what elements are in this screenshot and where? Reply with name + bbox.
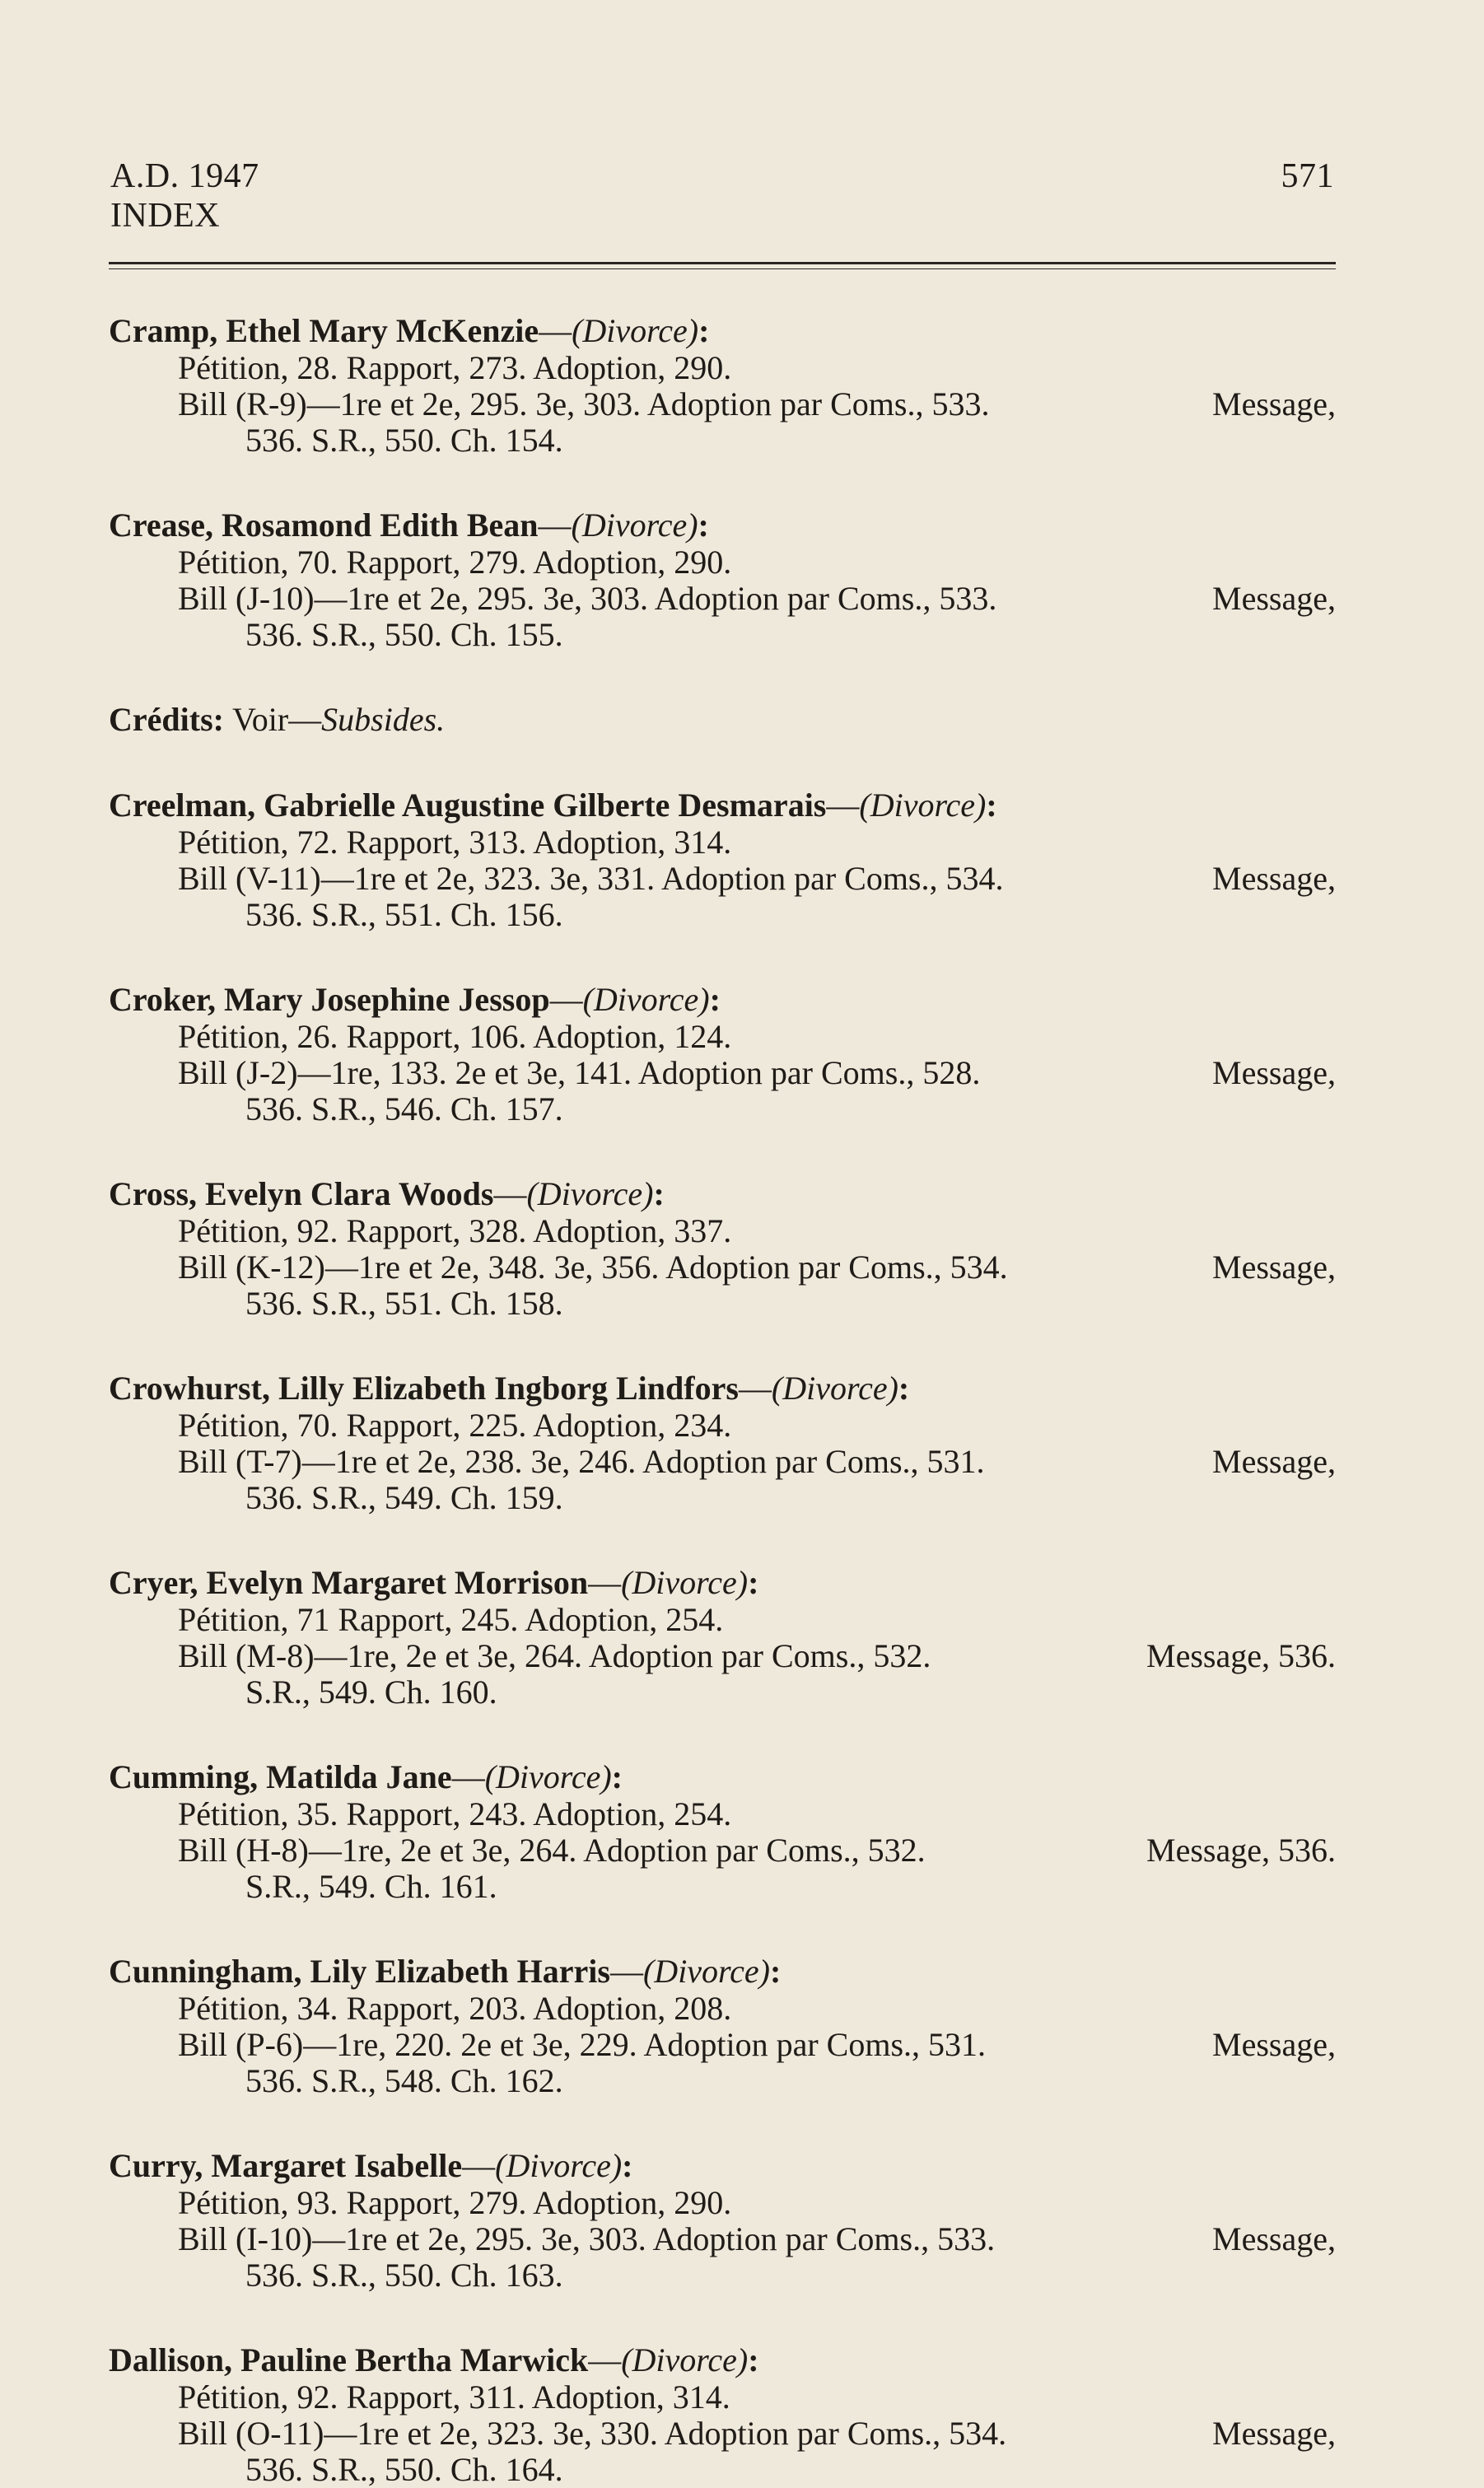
dash: — (826, 787, 860, 824)
index-entry (109, 1953, 1336, 2099)
colon: : (698, 312, 710, 349)
entry-bill-continuation: 536. S.R., 546. Ch. 157. (245, 1090, 563, 1127)
entry-petition: Pétition, 70. Rapport, 225. Adoption, 234. (178, 1407, 732, 1444)
index-entry (109, 2147, 1336, 2294)
dash: — (288, 701, 322, 738)
entry-type: (Divorce) (621, 2341, 749, 2378)
credits-name: Crédits (109, 701, 213, 738)
header-year: A.D. 1947 (110, 157, 259, 195)
entry-heading (109, 981, 1336, 1019)
entry-bill (109, 1055, 1336, 1127)
page-header (109, 156, 1336, 196)
entry-bill (109, 1832, 1336, 1905)
entry-bill (109, 2221, 1336, 2294)
entry-petition: Pétition, 71 Rapport, 245. Adoption, 254. (178, 1601, 724, 1638)
entry-bill (109, 861, 1336, 933)
entry-bill-main: Bill (H-8)—1re, 2e et 3e, 264. Adoption par Coms., 532. (178, 1832, 926, 1869)
entry-bill-message: Message, (1212, 1443, 1336, 1480)
header-title: INDEX (110, 197, 221, 235)
entry-bill-main: Bill (J-10)—1re et 2e, 295. 3e, 303. Adoption par Coms., 533. (178, 580, 997, 617)
entry-type: (Divorce) (526, 1175, 654, 1212)
dash: — (588, 2341, 622, 2378)
entry-name: Cumming, Matilda Jane (109, 1758, 452, 1795)
entry-name: Curry, Margaret Isabelle (109, 2147, 463, 2184)
colon: : (748, 1564, 759, 1601)
entry-bill (109, 2416, 1336, 2488)
colon: : (698, 506, 709, 544)
entry-bill-message: Message, 536. (1146, 1832, 1336, 1869)
entry-bill-message: Message, 536. (1146, 1637, 1336, 1674)
entry-bill-main: Bill (R-9)—1re et 2e, 295. 3e, 303. Adoption par Coms., 533. (178, 385, 990, 422)
index-entry (109, 1758, 1336, 1905)
colon: : (709, 981, 721, 1018)
entry-bill-continuation: 536. S.R., 550. Ch. 163. (245, 2257, 563, 2294)
entry-bill-continuation: 536. S.R., 550. Ch. 155. (245, 616, 563, 653)
dash: — (738, 1370, 772, 1407)
entry-petition: Pétition, 70. Rapport, 279. Adoption, 290. (178, 544, 732, 581)
entry-type: (Divorce) (859, 787, 987, 824)
colon: : (769, 1953, 782, 1990)
entry-name: Creelman, Gabrielle Augustine Gilberte Desmarais (109, 787, 827, 824)
entry-type: (Divorce) (484, 1758, 612, 1795)
entry-petition: Pétition, 28. Rapport, 273. Adoption, 290. (178, 349, 732, 386)
dash: — (493, 1175, 527, 1212)
entry-heading (109, 1370, 1336, 1407)
entry-heading (109, 312, 1336, 350)
entry-name: Cross, Evelyn Clara Woods (109, 1175, 494, 1212)
entry-petition: Pétition, 93. Rapport, 279. Adoption, 290. (178, 2184, 732, 2221)
entry-bill-message: Message, (1212, 2220, 1336, 2257)
entry-bill-main: Bill (J-2)—1re, 133. 2e et 3e, 141. Adoption par Coms., 528. (178, 1054, 981, 1091)
entry-heading (109, 506, 1336, 544)
entry-heading (109, 1175, 1336, 1213)
credits-voir: Voir (231, 701, 289, 738)
entry-heading (109, 2341, 1336, 2379)
entry-bill-continuation: S.R., 549. Ch. 161. (245, 1868, 497, 1905)
index-entry (109, 787, 1336, 933)
entry-bill-main: Bill (O-11)—1re et 2e, 323. 3e, 330. Adoption par Coms., 534. (178, 2415, 1007, 2452)
entry-type: (Divorce) (571, 506, 698, 544)
entry-bill (109, 386, 1336, 459)
entry-petition: Pétition, 26. Rapport, 106. Adoption, 124. (178, 1018, 732, 1055)
entry-bill-message: Message, (1212, 1054, 1336, 1091)
dash: — (549, 981, 583, 1018)
entry-name: Cunningham, Lily Elizabeth Harris (109, 1953, 610, 1990)
colon: : (611, 1758, 623, 1795)
entry-bill (109, 1249, 1336, 1322)
colon: : (986, 787, 997, 824)
entry-name: Croker, Mary Josephine Jessop (109, 981, 550, 1018)
entry-bill-continuation: 536. S.R., 551. Ch. 156. (245, 896, 563, 933)
credits-heading (109, 701, 1336, 739)
index-entry (109, 981, 1336, 1127)
entry-bill-message: Message, (1212, 580, 1336, 617)
colon: : (898, 1370, 910, 1407)
entry-bill-main: Bill (I-10)—1re et 2e, 295. 3e, 303. Adoption par Coms., 533. (178, 2220, 996, 2257)
entry-bill-main: Bill (K-12)—1re et 2e, 348. 3e, 356. Adoption par Coms., 534. (178, 1249, 1008, 1286)
entry-heading (109, 2147, 1336, 2185)
entry-petition: Pétition, 92. Rapport, 311. Adoption, 314. (178, 2378, 730, 2416)
entry-bill-message: Message, (1212, 860, 1336, 897)
entry-name: Cryer, Evelyn Margaret Morrison (109, 1564, 589, 1601)
entry-type: (Divorce) (642, 1953, 770, 1990)
entry-petition: Pétition, 92. Rapport, 328. Adoption, 337. (178, 1212, 732, 1249)
entry-bill (109, 1444, 1336, 1516)
entry-type: (Divorce) (495, 2147, 623, 2184)
entry-bill-continuation: 536. S.R., 550. Ch. 154. (245, 422, 563, 459)
header-rule-thin (109, 268, 1336, 269)
index-entry-credits (109, 701, 1336, 739)
entry-bill-message: Message, (1212, 1249, 1336, 1286)
index-entry (109, 1175, 1336, 1322)
colon: : (212, 701, 232, 738)
dash: — (609, 1953, 643, 1990)
dash: — (539, 312, 572, 349)
index-entry (109, 1564, 1336, 1711)
entry-heading (109, 787, 1336, 824)
header-rule-thick (109, 262, 1336, 264)
entry-bill-main: Bill (T-7)—1re et 2e, 238. 3e, 246. Adoption par Coms., 531. (178, 1443, 985, 1480)
index-entry (109, 2341, 1336, 2488)
entry-bill-continuation: 536. S.R., 549. Ch. 159. (245, 1479, 563, 1516)
index-entries (109, 312, 1336, 2488)
entry-type: (Divorce) (771, 1370, 898, 1407)
entry-name: Cramp, Ethel Mary McKenzie (109, 312, 539, 349)
entry-bill-continuation: S.R., 549. Ch. 160. (245, 1673, 497, 1711)
entry-petition: Pétition, 34. Rapport, 203. Adoption, 208. (178, 1990, 732, 2027)
entry-name: Crease, Rosamond Edith Bean (109, 506, 539, 544)
entry-bill (109, 1638, 1336, 1711)
entry-bill-main: Bill (V-11)—1re et 2e, 323. 3e, 331. Adoption par Coms., 534. (178, 860, 1004, 897)
dash: — (538, 506, 572, 544)
colon: : (653, 1175, 665, 1212)
colon: : (622, 2147, 633, 2184)
entry-name: Crowhurst, Lilly Elizabeth Ingborg Lindfors (109, 1370, 739, 1407)
entry-type: (Divorce) (621, 1564, 749, 1601)
entry-bill-continuation: 536. S.R., 551. Ch. 158. (245, 1285, 563, 1322)
entry-bill-continuation: 536. S.R., 550. Ch. 164. (245, 2451, 563, 2488)
entry-bill-main: Bill (M-8)—1re, 2e et 3e, 264. Adoption par Coms., 532. (178, 1637, 931, 1674)
index-entry (109, 506, 1336, 653)
header-page-number: 571 (1281, 157, 1334, 195)
entry-bill (109, 581, 1336, 653)
entry-type: (Divorce) (572, 312, 699, 349)
entry-heading (109, 1953, 1336, 1991)
entry-bill-main: Bill (P-6)—1re, 220. 2e et 3e, 229. Adoption par Coms., 531. (178, 2026, 987, 2063)
dash: — (451, 1758, 485, 1795)
entry-petition: Pétition, 35. Rapport, 243. Adoption, 254. (178, 1795, 732, 1832)
entry-bill-continuation: 536. S.R., 548. Ch. 162. (245, 2062, 563, 2099)
entry-petition: Pétition, 72. Rapport, 313. Adoption, 314. (178, 824, 732, 861)
credits-see: Subsides. (321, 701, 446, 738)
dash: — (462, 2147, 496, 2184)
entry-bill-message: Message, (1212, 2026, 1336, 2063)
entry-bill (109, 2027, 1336, 2099)
entry-type: (Divorce) (582, 981, 710, 1018)
entry-bill-message: Message, (1212, 385, 1336, 422)
colon: : (748, 2341, 759, 2378)
dash: — (588, 1564, 622, 1601)
index-entry (109, 1370, 1336, 1516)
entry-heading (109, 1564, 1336, 1602)
entry-bill-message: Message, (1212, 2415, 1336, 2452)
entry-heading (109, 1758, 1336, 1796)
index-entry (109, 312, 1336, 459)
entry-name: Dallison, Pauline Bertha Marwick (109, 2341, 589, 2378)
